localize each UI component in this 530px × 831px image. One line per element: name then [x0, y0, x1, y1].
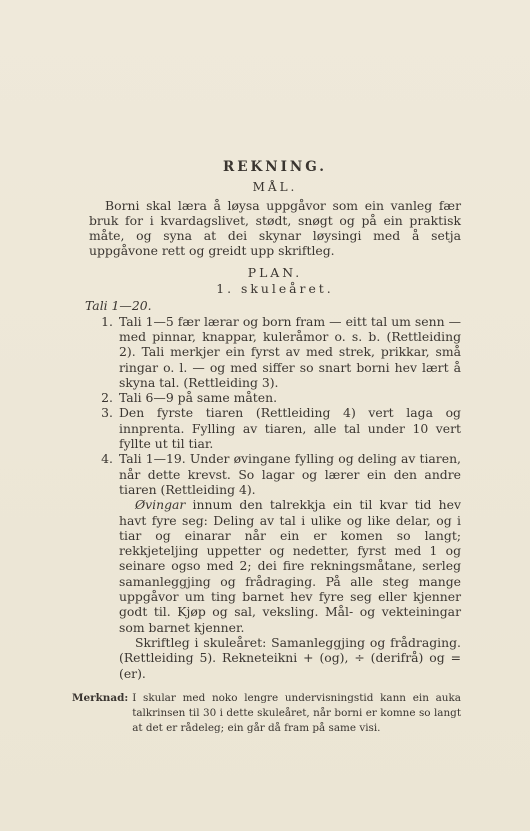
item-number: 4.: [101, 451, 113, 467]
list-item: [89, 314, 461, 390]
school-year-heading: 1. skuleåret.: [216, 281, 334, 297]
footnote: [72, 691, 461, 737]
item-text: Tali 6—9 på same måten.: [119, 390, 278, 406]
list-item: [89, 451, 461, 680]
page-content: [72, 159, 461, 736]
list-item: [89, 405, 461, 451]
number-range-label: Tali 1—20.: [85, 298, 152, 314]
section-heading: REKNING.: [223, 159, 327, 175]
item-text: Tali 1—5 fær lærar og born fram — eitt tal um senn — med pinnar, knappar, kuleråmor o. s. b. (Rettleiding 2). Tali merkjer ein fyrst av med strek, prikkar, små ringar o. l. — og med siffer so snart borni hev lært å skyna tal. (Rettleiding 3).: [119, 313, 461, 390]
footnote-label: Merknad:: [72, 691, 129, 704]
list-item: [89, 390, 461, 405]
plan-list: [89, 314, 461, 681]
item-body: [119, 451, 461, 680]
exercises-paragraph: [119, 497, 461, 635]
goal-paragraph: Borni skal læra å løysa uppgåvor som ein vanleg fær bruk for i kvardagslivet, stødt, snøgt og på ein praktisk måte, og syna at dei skynar løysingi med å setja uppgåvone rett og greidt upp skriftleg.: [89, 197, 461, 259]
item-number: 1.: [101, 313, 113, 329]
item-text: Tali 1—19. Under øvingane fylling og deling av tiaren, når dette krevst. So lagar og lærer ein den andre tiaren (Rettleiding 4).: [119, 451, 461, 497]
exercises-term: Øvingar: [135, 497, 186, 513]
item-text: Den fyrste tiaren (Rettleiding 4) vert laga og innprenta. Fylling av tiaren, alle tal under 10 vert fyllte ut til tiar.: [119, 405, 461, 452]
item-number: 2.: [101, 390, 113, 406]
written-work-paragraph: Skriftleg i skuleåret: Samanleggjing og frådraging. (Rettleiding 5). Rekneteikni + (og), ÷ (derifrå) og = (er).: [119, 634, 461, 681]
plan-heading: PLAN.: [247, 264, 303, 280]
footnote-text: I skular med noko lengre undervisningstid kann ein auka talkrinsen til 30 i dette skuleåret, når borni er komne so langt at det er rådeleg; ein går då fram på same visi.: [132, 691, 461, 735]
item-number: 3.: [101, 405, 113, 421]
exercises-text: innum den talrekkja ein til kvar tid hev havt fyre seg: Deling av tal i ulike og like delar, og i tiar og einarar når ein er komen so langt; rekkjeteljing uppetter og nedetter, fyrst med 1 og seinare ogso med 2; dei fire rekningsmåtane, serleg samanleggjing og frådraging. På alle steg mange uppgåvor um ting barnet hev fyre seg eller kjenner godt til. Kjøp og sal, veksling. Mål- og vekteiningar som barnet kjenner.: [119, 497, 461, 635]
goal-heading: MÅL.: [252, 180, 298, 195]
